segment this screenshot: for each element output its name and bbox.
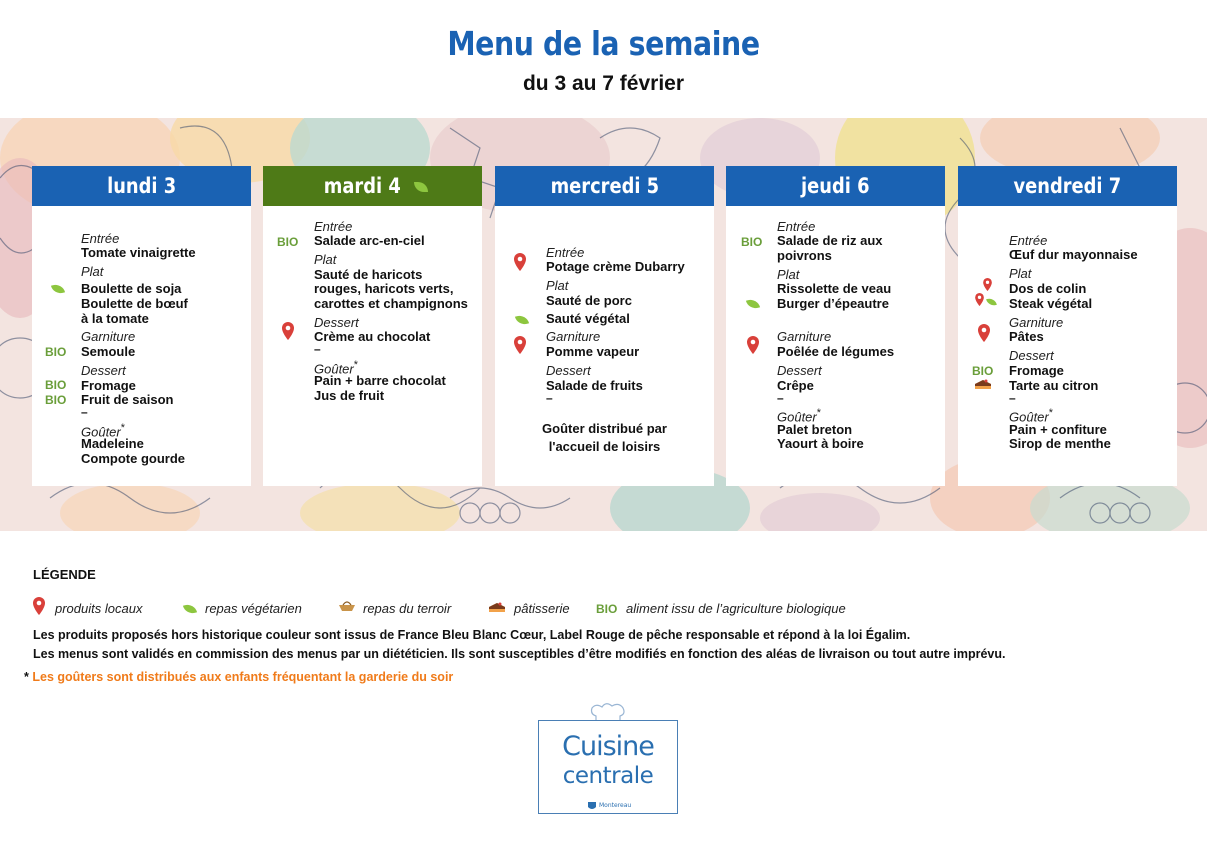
vegetarian-leaf-icon <box>183 603 197 616</box>
legend-local: produits locaux <box>55 601 143 616</box>
dish: Boulette de bœuf <box>81 296 188 311</box>
category-label: Plat <box>314 252 337 267</box>
category-label: Dessert <box>546 363 591 378</box>
day-header: jeudi 6 <box>726 166 945 206</box>
category-label: Dessert <box>1009 348 1054 363</box>
category-label: Dessert <box>81 363 126 378</box>
dish: Sauté de haricots <box>314 267 423 282</box>
category-label: Plat <box>546 278 569 293</box>
dish: Tomate vinaigrette <box>81 245 196 260</box>
day-header: vendredi 7 <box>958 166 1177 206</box>
local-product-pin-icon <box>282 322 294 340</box>
category-label: Goûter* <box>1009 407 1053 425</box>
day-card-mardi <box>263 166 482 486</box>
separator-dash: – <box>777 391 784 405</box>
dish: Compote gourde <box>81 451 185 466</box>
day-header: lundi 3 <box>32 166 251 206</box>
local-product-pin-icon <box>514 336 526 354</box>
dish: Yaourt à boire <box>777 436 864 451</box>
page-subtitle: du 3 au 7 février <box>522 72 685 95</box>
bio-badge: BIO <box>277 235 299 249</box>
category-label: Goûter* <box>314 359 358 377</box>
dish: Fromage <box>1009 363 1064 378</box>
category-label: Goûter* <box>81 422 125 440</box>
category-label: Goûter* <box>777 407 821 425</box>
bio-badge: BIO <box>45 393 67 407</box>
dish: Boulette de soja <box>81 281 182 296</box>
legend-terroir: repas du terroir <box>363 601 452 616</box>
local-product-pin-icon <box>975 293 984 306</box>
bio-badge: BIO <box>596 602 618 616</box>
separator-dash: – <box>1009 391 1016 405</box>
local-product-pin-icon <box>514 253 526 271</box>
dish: Fromage <box>81 378 136 393</box>
category-label: Plat <box>777 267 800 282</box>
category-label: Garniture <box>81 329 136 344</box>
legend-pastry: pâtisserie <box>514 601 570 616</box>
bio-badge: BIO <box>741 235 763 249</box>
bio-badge: BIO <box>45 378 67 392</box>
dish: Sirop de menthe <box>1009 436 1111 451</box>
dish: Potage crème Dubarry <box>546 259 685 274</box>
dish: Pain + barre chocolat <box>314 373 446 388</box>
dish: Salade arc-en-ciel <box>314 233 425 248</box>
dish: Semoule <box>81 344 136 359</box>
pastry-icon <box>974 378 992 390</box>
gouter-footnote: * Les goûters sont distribués aux enfants fréquentant la garderie du soir <box>24 670 454 684</box>
category-label: Garniture <box>777 329 832 344</box>
category-label: Entrée <box>546 245 585 260</box>
bio-badge: BIO <box>972 364 994 378</box>
dish: Fruit de saison <box>81 392 174 407</box>
dish: Crème au chocolat <box>314 329 431 344</box>
category-label: Entrée <box>777 219 816 234</box>
bio-badge: BIO <box>45 345 67 359</box>
dish: Salade de riz aux <box>777 233 883 248</box>
dish: Œuf dur mayonnaise <box>1009 247 1138 262</box>
category-label: Plat <box>1009 266 1032 281</box>
local-product-pin-icon <box>978 324 990 342</box>
dish: Burger d’épeautre <box>777 296 889 311</box>
dish: Salade de fruits <box>546 378 643 393</box>
dish: Sauté végétal <box>546 311 630 326</box>
dish: carottes et champignons <box>314 296 468 311</box>
info-note: Les produits proposés hors historique couleur sont issus de France Bleu Blanc Cœur, Label Rouge de pêche responsable et répond à la loi Égalim. <box>33 628 911 642</box>
day-header: mardi 4 <box>263 166 482 206</box>
dish: Pâtes <box>1009 329 1044 344</box>
category-label: Entrée <box>81 231 120 246</box>
category-label: Garniture <box>546 329 601 344</box>
dish: Pomme vapeur <box>546 344 640 359</box>
separator-dash: – <box>314 342 321 356</box>
dish: poivrons <box>777 248 832 263</box>
vegetarian-leaf-icon <box>414 182 428 192</box>
city-crest-icon <box>587 801 597 811</box>
dish: Sauté de porc <box>546 293 632 308</box>
dish: rouges, haricots verts, <box>314 281 454 296</box>
pastry-icon <box>488 601 506 613</box>
day-header: mercredi 5 <box>495 166 714 206</box>
category-label: Entrée <box>314 219 353 234</box>
legend-bio: aliment issu de l’agriculture biologique <box>626 601 846 616</box>
dish: Rissolette de veau <box>777 281 892 296</box>
category-label: Dessert <box>777 363 822 378</box>
legend-title: LÉGENDE <box>33 567 96 582</box>
dish: Palet breton <box>777 422 853 437</box>
dish: Poêlée de légumes <box>777 344 895 359</box>
category-label: Entrée <box>1009 233 1048 248</box>
dish: Tarte au citron <box>1009 378 1099 393</box>
local-product-pin-icon <box>983 278 992 291</box>
legend-vegetarian: repas végétarien <box>205 601 302 616</box>
category-label: Garniture <box>1009 315 1064 330</box>
separator-dash: – <box>546 391 553 405</box>
local-product-pin-icon <box>747 336 759 354</box>
dish: Dos de colin <box>1009 281 1087 296</box>
dish: Pain + confiture <box>1009 422 1107 437</box>
dish: Steak végétal <box>1009 296 1093 311</box>
info-note: Les menus sont validés en commission des menus par un diététicien. Ils sont susceptibles d’être modifiés en fonction des aléas de livraison ou tout autre imprévu. <box>33 647 1006 661</box>
dish: à la tomate <box>81 311 149 326</box>
category-label: Plat <box>81 264 104 279</box>
category-label: Dessert <box>314 315 359 330</box>
dish: Jus de fruit <box>314 388 385 403</box>
gouter-note: Goûter distribué par l'accueil de loisirs <box>542 421 667 454</box>
cuisine-centrale-logo: Cuisine centrale Montereau <box>538 720 678 814</box>
dish: Madeleine <box>81 436 144 451</box>
separator-dash: – <box>81 405 88 419</box>
page-title: Menu de la semaine <box>447 24 760 63</box>
dish: Crêpe <box>777 378 814 393</box>
basket-icon <box>338 600 356 612</box>
local-product-pin-icon <box>33 597 45 615</box>
